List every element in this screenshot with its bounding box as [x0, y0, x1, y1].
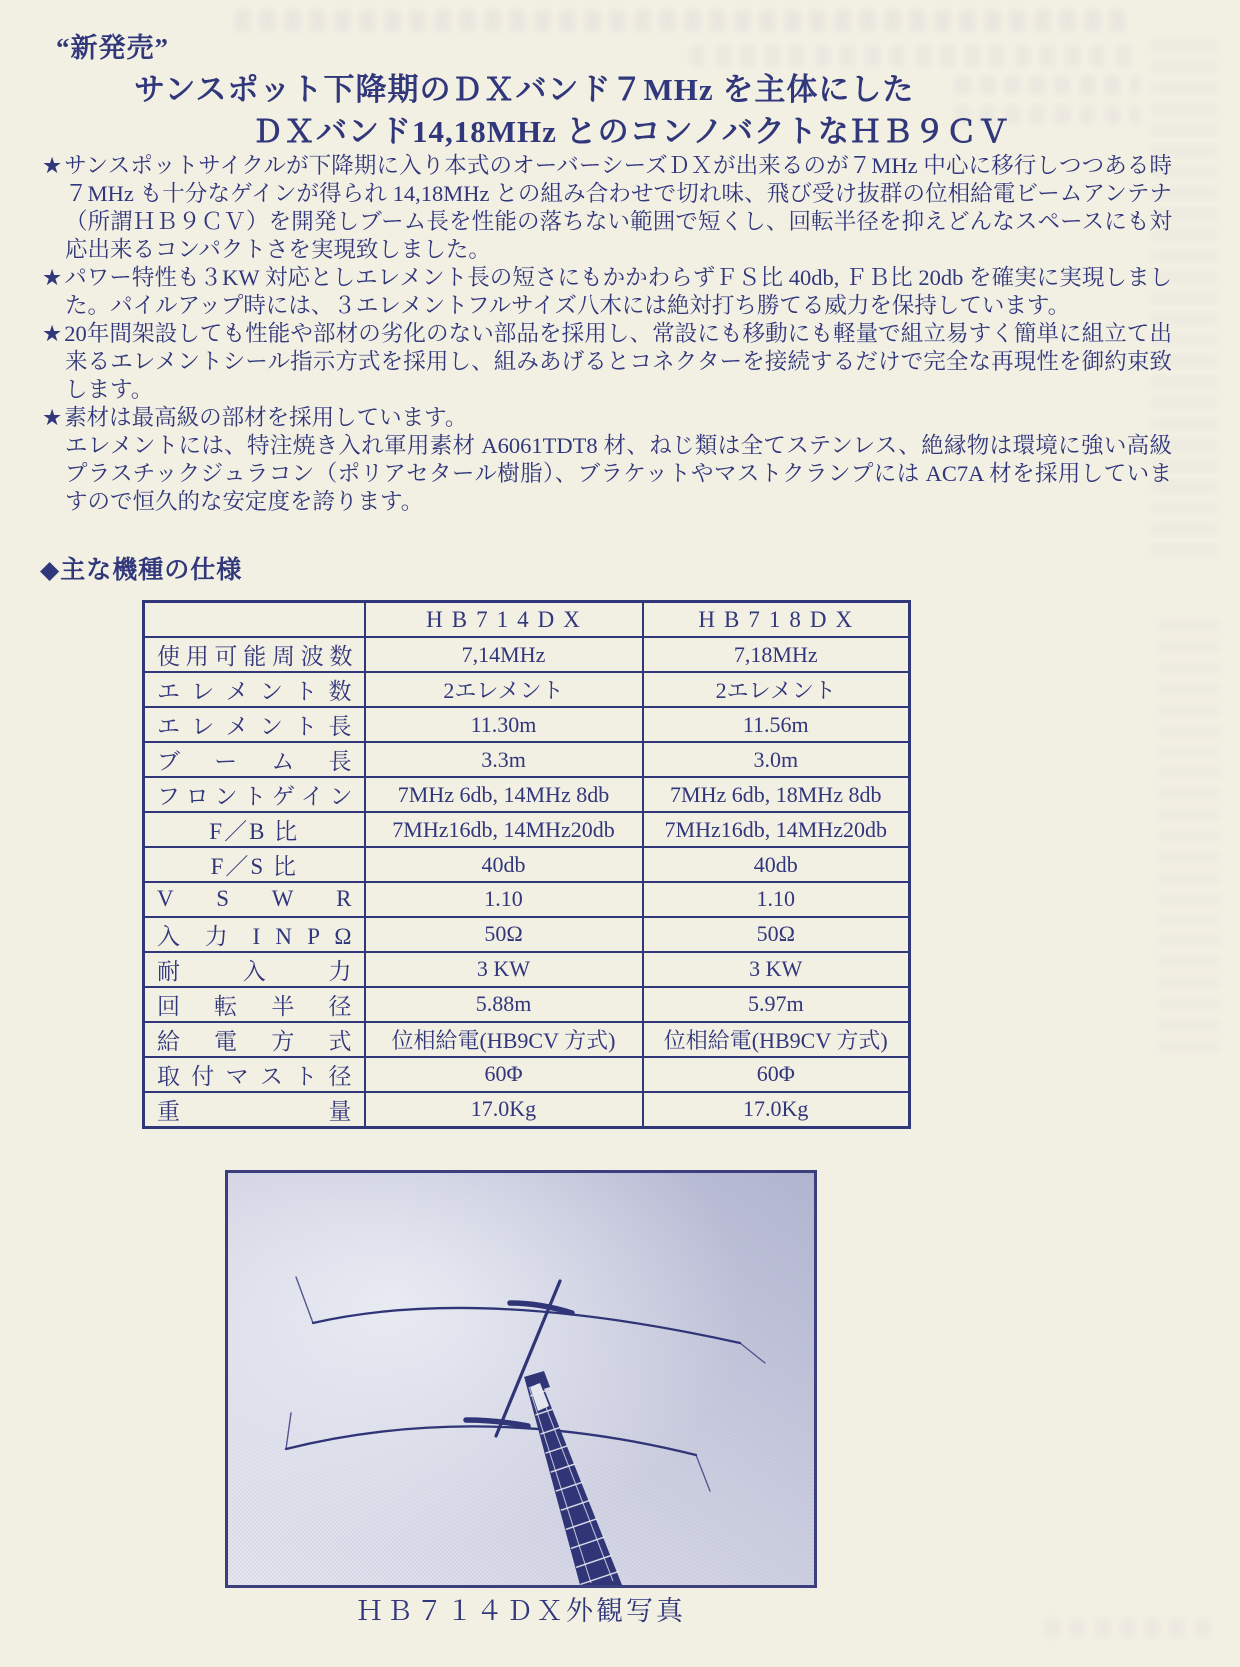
spec-value-hb718dx: 3.0m: [643, 742, 910, 777]
spec-value-hb714dx: 7,14MHz: [365, 637, 643, 672]
spec-row-label: F／S 比: [144, 847, 365, 882]
spec-section-heading: ◆主な機種の仕様: [40, 557, 243, 584]
spec-row-label: F／B 比: [144, 812, 365, 847]
spec-value-hb714dx: 3 KW: [365, 952, 643, 987]
spec-value-hb718dx: 7MHz16db, 14MHz20db: [643, 812, 910, 847]
antenna-photo-drawing: [228, 1173, 814, 1585]
bleed-through-ghost: [690, 46, 1140, 66]
spec-value-hb714dx: 位相給電(HB9CV 方式): [365, 1022, 643, 1057]
feature-text: 20年間架設しても性能や部材の劣化のない部品を採用し、常設にも移動にも軽量で組立易すく簡単に組立て出来るエレメントシール指示方式を採用し、組みあげるとコネクターを接続するだけで完全な再現性を御約束致します。: [64, 321, 1172, 402]
spec-value-hb718dx: 11.56m: [643, 707, 910, 742]
spec-row-label: 回 転 半 径: [144, 987, 365, 1022]
feature-item: [42, 404, 1172, 516]
spec-value-hb714dx: 40db: [365, 847, 643, 882]
bleed-through-ghost: [1158, 620, 1220, 1060]
spec-value-hb718dx: 2エレメント: [643, 672, 910, 707]
new-release-badge: “新発売”: [56, 33, 169, 63]
feature-text-continuation: エレメントには、特注焼き入れ軍用素材 A6061TDT8 材、ねじ類は全てステンレス、絶縁物は環境に強い高級プラスチックジュラコン（ポリアセタール樹脂）、ブラケットやマストクランプには AC7A 材を採用していますので恒久的な安定度を誇ります。: [65, 433, 1172, 514]
feature-text: サンスポットサイクルが下降期に入り本式のオーバーシーズＤＸが出来るのが７MHz 中心に移行しつつある時７MHz も十分なゲインが得られ 14,18MHz との組み合わせで切れ味、飛び受け抜群の位相給電ビームアンテナ（所謂ＨＢ９ＣＶ）を開発しブーム長を性能の落ちない範囲で短くし、回転半径を抑えどんなスペースにも対応出来るコンパクトさを実現致しました。: [64, 153, 1173, 262]
spec-table-row: [144, 812, 910, 847]
spec-table-row: [144, 777, 910, 812]
spec-row-label: 使 用 可 能 周 波 数: [144, 637, 365, 672]
spec-value-hb718dx: 17.0Kg: [643, 1092, 910, 1128]
spec-value-hb714dx: 50Ω: [365, 917, 643, 952]
spec-value-hb718dx: 7MHz 6db, 18MHz 8db: [643, 777, 910, 812]
spec-value-hb718dx: 40db: [643, 847, 910, 882]
spec-value-hb718dx: 5.97m: [643, 987, 910, 1022]
spec-value-hb718dx: 7,18MHz: [643, 637, 910, 672]
feature-item: [42, 320, 1172, 404]
spec-row-label: 耐 入 力: [144, 952, 365, 987]
spec-row-label: 入 力 I N P Ω: [144, 917, 365, 952]
antenna-photo: [225, 1170, 817, 1588]
bleed-through-ghost: [955, 76, 1140, 94]
spec-table-row: [144, 672, 910, 707]
spec-value-hb714dx: 11.30m: [365, 707, 643, 742]
spec-table-row: [144, 987, 910, 1022]
feature-list: [42, 152, 1172, 516]
spec-value-hb718dx: 50Ω: [643, 917, 910, 952]
spec-table-header-row: [144, 602, 910, 638]
spec-row-label: フ ロ ン ト ゲ イ ン: [144, 777, 365, 812]
spec-value-hb718dx: 3 KW: [643, 952, 910, 987]
star-bullet-icon: ★: [42, 153, 65, 178]
spec-table-row: [144, 1022, 910, 1057]
spec-row-label: 給 電 方 式: [144, 1022, 365, 1057]
star-bullet-icon: ★: [42, 265, 65, 290]
spec-row-label: 取 付 マ ス ト 径: [144, 1057, 365, 1092]
spec-header-empty: [144, 602, 365, 638]
spec-row-label: エ レ メ ン ト 長: [144, 707, 365, 742]
spec-table-row: [144, 707, 910, 742]
spec-row-label: エ レ メ ン ト 数: [144, 672, 365, 707]
spec-value-hb714dx: 7MHz16db, 14MHz20db: [365, 812, 643, 847]
spec-table-body: [144, 637, 910, 1127]
spec-table-row: [144, 1092, 910, 1128]
spec-value-hb714dx: 1.10: [365, 882, 643, 917]
spec-value-hb714dx: 5.88m: [365, 987, 643, 1022]
page-title-line1: サンスポット下降期のＤＸバンド７MHz を主体にした: [134, 72, 915, 107]
spec-value-hb714dx: 17.0Kg: [365, 1092, 643, 1128]
feature-item: [42, 152, 1172, 264]
spec-value-hb718dx: 60Φ: [643, 1057, 910, 1092]
spec-table-row: [144, 847, 910, 882]
spec-value-hb714dx: 3.3m: [365, 742, 643, 777]
spec-row-label: V S W R: [144, 882, 365, 917]
star-bullet-icon: ★: [42, 405, 65, 430]
spec-table-row: [144, 1057, 910, 1092]
spec-table-row: [144, 917, 910, 952]
photo-caption: ＨＢ７１４ＤＸ外観写真: [356, 1596, 686, 1626]
spec-table-row: [144, 882, 910, 917]
spec-value-hb714dx: 2エレメント: [365, 672, 643, 707]
spec-row-label: 重 量: [144, 1092, 365, 1128]
bleed-through-ghost: [1045, 1618, 1210, 1638]
spec-value-hb718dx: 1.10: [643, 882, 910, 917]
spec-table: [142, 600, 911, 1129]
spec-value-hb718dx: 位相給電(HB9CV 方式): [643, 1022, 910, 1057]
spec-header-hb718dx: HB718DX: [643, 602, 910, 638]
spec-value-hb714dx: 60Φ: [365, 1057, 643, 1092]
spec-table-row: [144, 742, 910, 777]
spec-table-row: [144, 637, 910, 672]
feature-item: [42, 264, 1172, 320]
spec-header-hb714dx: HB714DX: [365, 602, 643, 638]
feature-text: 素材は最高級の部材を採用しています。: [64, 405, 468, 430]
bleed-through-ghost: [235, 10, 1125, 32]
page-title-line2: ＤＸバンド14,18MHz とのコンノバクトなＨＢ９ＣＶ: [252, 114, 1010, 149]
spec-value-hb714dx: 7MHz 6db, 14MHz 8db: [365, 777, 643, 812]
feature-text: パワー特性も３KW 対応としエレメント長の短さにもかかわらずＦＳ比 40db, ＦＢ比 20db を確実に実現しました。パイルアップ時には、３エレメントフルサイズ八木には絶対打ち勝てる威力を保持しています。: [64, 265, 1173, 318]
spec-table-row: [144, 952, 910, 987]
star-bullet-icon: ★: [42, 321, 65, 346]
spec-row-label: ブ ー ム 長: [144, 742, 365, 777]
